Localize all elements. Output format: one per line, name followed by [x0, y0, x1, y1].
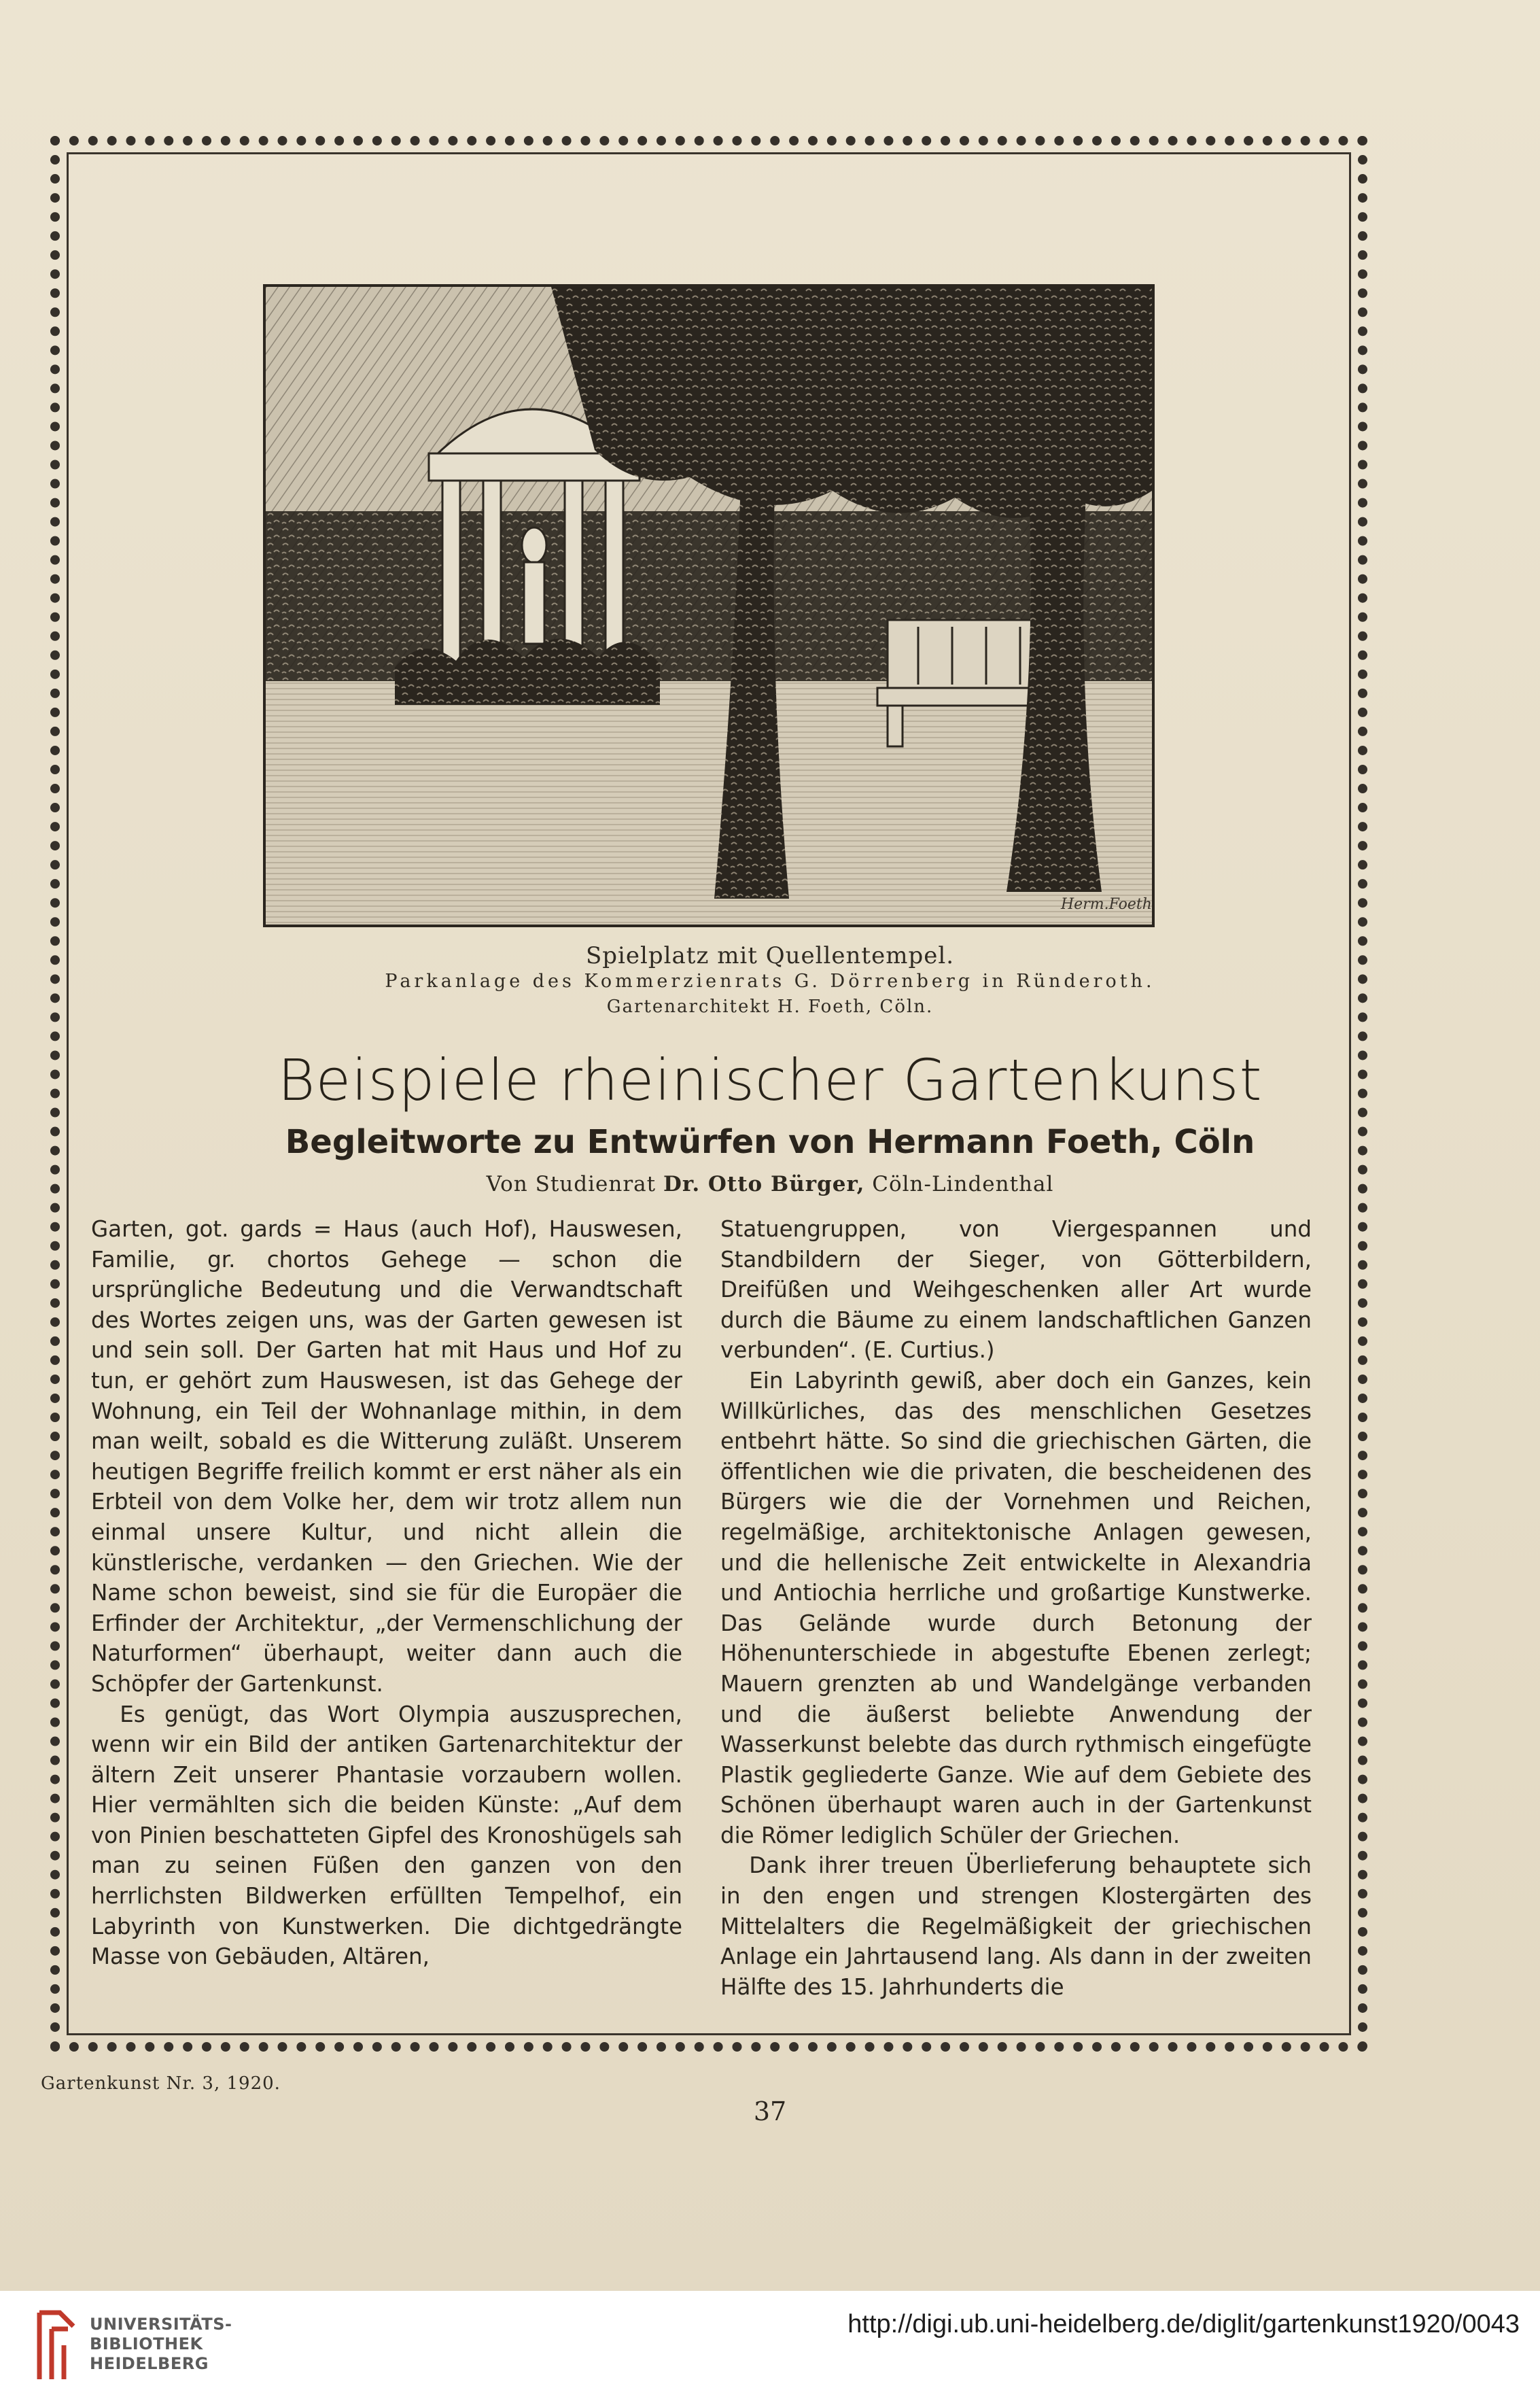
byline-author: Dr. Otto Bürger,	[663, 1172, 865, 1196]
article-subtitle: Begleitworte zu Entwürfen von Hermann Foeth, Cöln	[285, 1123, 1255, 1161]
page-number: 37	[753, 2096, 787, 2126]
svg-text:Herm.Foeth: Herm.Foeth	[1061, 896, 1152, 913]
figure-caption-title: Spielplatz mit Quellentempel.	[585, 942, 955, 969]
library-name: UNIVERSITÄTS- BIBLIOTHEK HEIDELBERG	[90, 2315, 232, 2373]
paragraph: Ein Labyrinth gewiß, aber doch ein Ganzes, kein Willkürliches, das des menschlichen Gesetzes entbehrt hätte. So sind die griechischen Gärten, die öffentlichen wie die privaten, die bescheidenen des Bürgers wie die der Vornehmen und Reichen, regelmäßige, architektonische Anlagen gewesen, und die hellenische Zeit entwickelte in Alexandria und Antiochia herrliche und großartige Kunstwerke. Das Gelände wurde durch Betonung der Höhenunterschiede in abgestufte Ebenen zerlegt; Mauern grenzten ab und Wandelgänge verbanden und die äußerst beliebte Anwendung der Wasserkunst belebte das durch rythmisch eingefügte Plastik gegliederte Ganze. Wie auf dem Gebiete des Schönen überhaupt waren auch in der Gartenkunst die Römer lediglich Schüler der Griechen.	[720, 1367, 1312, 1848]
byline-suffix: Cöln-Lindenthal	[872, 1172, 1054, 1196]
figure-caption-architect: Gartenarchitekt H. Foeth, Cöln.	[606, 997, 934, 1017]
university-library-logo-icon	[33, 2306, 80, 2386]
article-byline	[0, 1172, 1540, 1196]
article-title: Beispiele rheinischer Gartenkunst	[277, 1047, 1263, 1113]
figure-caption-location: Parkanlage des Kommerzienrats G. Dörrenberg in Ründeroth.	[385, 971, 1155, 992]
permalink-url[interactable]: http://digi.ub.uni-heidelberg.de/diglit/gartenkunst1920/0043	[847, 2310, 1520, 2338]
paragraph: Es genügt, das Wort Olympia auszusprechen, wenn wir ein Bild der antiken Gartenarchitektur der ältern Zeit unserer Phantasie vorzaubern wollen. Hier vermählten sich die beiden Künste: „Auf dem von Pinien beschatteten Gipfel des Kronoshügels sah man zu seinen Füßen den ganzen von den herrlichsten Bildwerken erfüllten Tempelhof, ein Labyrinth von Kunstwerken. Die dichtgedrängte Masse von Gebäuden, Altären,	[91, 1701, 682, 1970]
paragraph: Garten, got. gards = Haus (auch Hof), Hauswesen, Familie, gr. chortos Gehege — schon die ursprüngliche Bedeutung und die Verwandtschaft des Wortes zeigen uns, was der Garten gewesen ist und sein soll. Der Garten hat mit Haus und Hof zu tun, er gehört zum Hauswesen, ist das Gehege der Wohnung, ein Teil der Wohnanlage mithin, in dem man weilt, sobald es die Witterung zuläßt. Unserem heutigen Begriffe freilich kommt er erst näher als ein Erbteil von dem Volke her, dem wir trotz allem nun einmal unsere Kultur, und nicht allein die künstlerische, verdanken — den Griechen. Wie der Name schon beweist, sind sie für die Europäer die Erfinder der Architektur, „der Vermenschlichung der Naturformen“ überhaupt, weiter dann auch die Schöpfer der Gartenkunst.	[91, 1216, 682, 1697]
text-column-right	[720, 1214, 1312, 2030]
text-column-left	[91, 1214, 682, 2030]
journal-reference: Gartenkunst Nr. 3, 1920.	[41, 2073, 281, 2094]
byline-prefix: Von Studienrat	[486, 1172, 657, 1196]
engraving-illustration	[263, 284, 1155, 927]
paragraph: Statuengruppen, von Viergespannen und Standbildern der Sieger, von Götterbildern, Dreifüßen und Weihgeschenken aller Art wurde durch die Bäume zu einem landschaftlichen Ganzen verbunden“. (E. Curtius.)	[720, 1216, 1312, 1364]
paragraph: Dank ihrer treuen Überlieferung behauptete sich in den engen und strengen Klostergärten des Mittelalters die Regelmäßigkeit der griechischen Anlage ein Jahrtausend lang. Als dann in der zweiten Hälfte des 15. Jahrhunderts die	[720, 1852, 1312, 2000]
